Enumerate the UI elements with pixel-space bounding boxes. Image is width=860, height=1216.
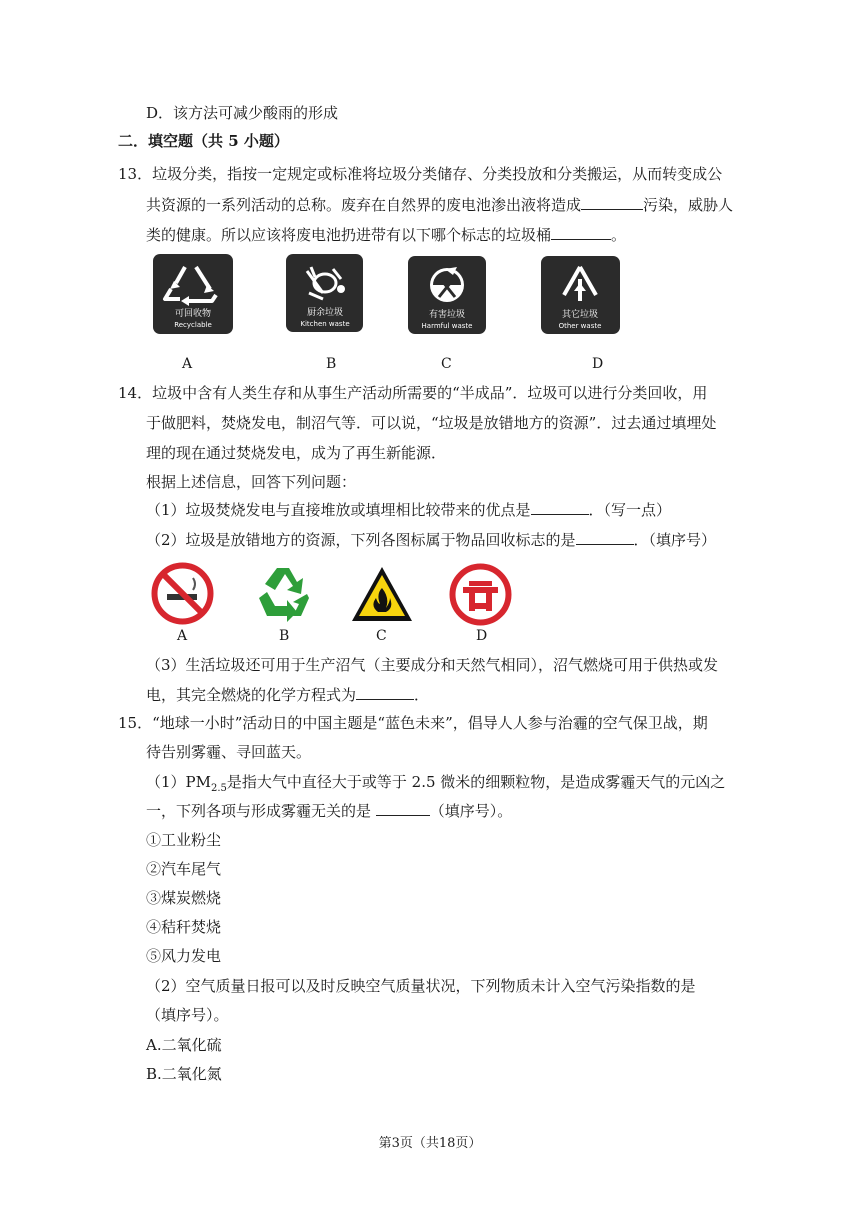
q15-item-3: ③煤炭燃烧 <box>146 889 222 907</box>
icon-label-c: C <box>376 628 387 644</box>
q15-choice-b: B.二氧化氮 <box>146 1065 222 1083</box>
icon-label-a: A <box>177 628 188 644</box>
q13-line3-tail: 。 <box>611 226 627 244</box>
q14-sub3-tail: ． <box>414 686 430 704</box>
sign-label-b: B <box>326 356 337 372</box>
q14-blank-3[interactable] <box>356 685 414 700</box>
q14-sub1-text: （1）垃圾焚烧发电与直接堆放或填埋相比较带来的优点是 <box>146 501 531 519</box>
q13-line1: 13．垃圾分类，指按一定规定或标准将垃圾分类储存、分类投放和分类搬运，从而转变成公 <box>118 165 723 183</box>
q13-blank-2[interactable] <box>551 225 611 240</box>
q14-sub2-tail: ．（填序号） <box>633 531 717 549</box>
q14-sub3: （3）生活垃圾还可用于生产沼气（主要成分和天然气相同），沼气燃烧可用于供热或发 <box>146 656 719 674</box>
recycle-icon <box>251 562 315 626</box>
q15-item-4: ④秸秆焚烧 <box>146 918 222 936</box>
q15-sub2: （2）空气质量日报可以及时反映空气质量状况，下列物质未计入空气污染指数的是 <box>146 977 696 995</box>
option-d-text: D．该方法可减少酸雨的形成 <box>146 104 339 122</box>
q13-line2 <box>146 195 733 215</box>
q15-item-1: ①工业粉尘 <box>146 831 222 849</box>
sign-label-c: C <box>441 356 452 372</box>
sign-label-a: A <box>182 356 193 372</box>
q15-sub1 <box>146 772 725 799</box>
sign-a-cn: 可回收物 <box>174 309 212 319</box>
water-saving-icon <box>449 563 512 626</box>
q14-sub1 <box>146 500 671 520</box>
q13-blank-1[interactable] <box>581 195 643 210</box>
sign-label-d: D <box>592 356 604 372</box>
q15-sub1-line2-tail: （填序号）。 <box>429 802 513 820</box>
sign-a-en: Recyclable <box>174 321 212 329</box>
section-title: 二．填空题（共 5 小题） <box>118 132 289 150</box>
sign-c-cn: 有害垃圾 <box>428 310 466 320</box>
q15-sub2-line2: （填序号）。 <box>146 1006 229 1024</box>
recycle-arrows-icon <box>152 253 234 335</box>
q14-line1: 14．垃圾中含有人类生存和从事生产活动所需要的“半成品”．垃圾可以进行分类回收，用 <box>118 384 708 402</box>
q15-sub1-line2 <box>146 801 512 821</box>
sign-b-en: Kitchen waste <box>300 320 350 328</box>
q14-blank-1[interactable] <box>531 500 589 515</box>
q13-line2-text: 共资源的一系列活动的总称。废弃在自然界的废电池渗出液将造成 <box>146 196 582 214</box>
q15-blank-1[interactable] <box>376 801 430 816</box>
q13-line3-text: 类的健康。所以应该将废电池扔进带有以下哪个标志的垃圾桶 <box>146 226 552 244</box>
q13-line3 <box>146 225 626 245</box>
sign-c-en: Harmful waste <box>421 322 473 330</box>
q13-line2-tail: 污染，威胁人 <box>643 196 734 214</box>
flammable-warning-icon <box>350 564 414 624</box>
sign-d-en: Other waste <box>558 322 602 330</box>
page-footer: 第3页（共18页） <box>378 1136 482 1151</box>
icon-label-b: B <box>279 628 290 644</box>
no-smoking-icon <box>151 562 214 625</box>
sign-b-cn: 厨余垃圾 <box>306 308 344 318</box>
q15-sub1-subscript: 2.5 <box>211 783 227 794</box>
q15-item-5: ⑤风力发电 <box>146 947 222 965</box>
q14-sub2-text: （2）垃圾是放错地方的资源，下列各图标属于物品回收标志的是 <box>146 531 576 549</box>
icon-label-d: D <box>476 628 488 644</box>
q14-sub3-line2 <box>146 685 429 705</box>
q14-sub2 <box>146 530 716 550</box>
fish-bone-icon <box>285 253 364 333</box>
q15-item-2: ②汽车尾气 <box>146 860 222 878</box>
other-waste-icon <box>540 255 621 335</box>
q14-sub3-text: 电，其完全燃烧的化学方程式为 <box>146 686 357 704</box>
q15-sub1-pre: （1）PM <box>146 773 211 791</box>
q15-sub1-line2-text: 一，下列各项与形成雾霾无关的是 <box>146 802 376 820</box>
q15-line2: 待告别雾霾、寻回蓝天。 <box>146 743 312 761</box>
q14-blank-2[interactable] <box>576 530 634 545</box>
q14-intro: 根据上述信息，回答下列问题： <box>146 473 357 491</box>
q15-line1: 15．“地球一小时”活动日的中国主题是“蓝色未来”，倡导人人参与治霾的空气保卫战，期 <box>118 714 708 732</box>
q14-sub1-tail: ．（写一点） <box>588 501 672 519</box>
sign-d-cn: 其它垃圾 <box>561 310 599 320</box>
q14-line3: 理的现在通过焚烧发电，成为了再生新能源． <box>146 444 447 462</box>
hazard-bottle-icon <box>407 255 487 335</box>
q15-choice-a: A.二氧化硫 <box>146 1036 222 1054</box>
q14-line2: 于做肥料，焚烧发电，制沼气等．可以说，“垃圾是放错地方的资源”．过去通过填埋处 <box>146 414 717 432</box>
q15-sub1-post: 是指大气中直径大于或等于 2.5 微米的细颗粒物，是造成雾霾天气的元凶之 <box>226 773 726 791</box>
